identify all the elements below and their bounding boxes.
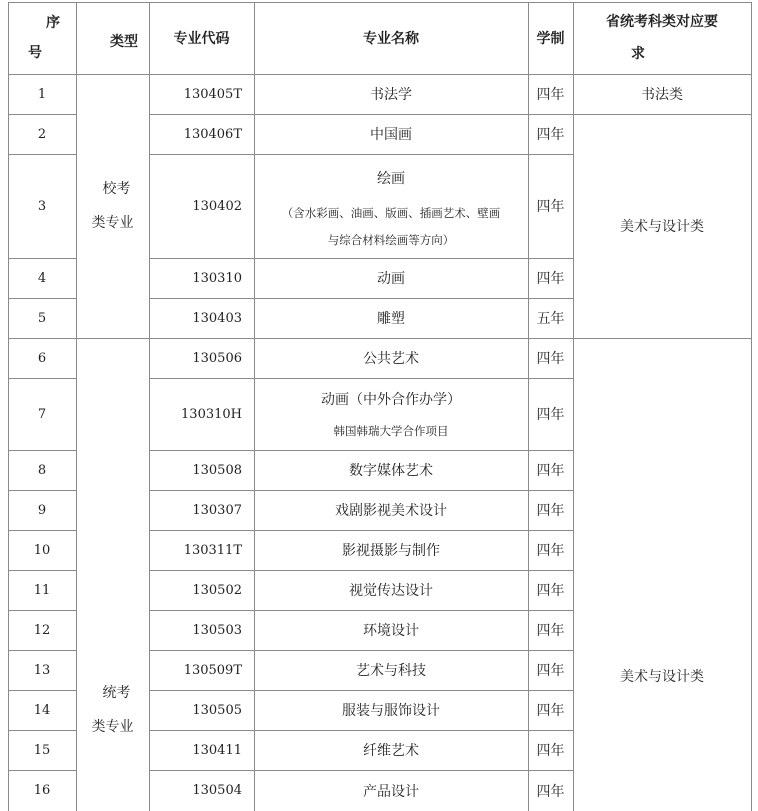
major-name-text: 纤维艺术 — [363, 743, 419, 759]
study-duration — [528, 338, 573, 378]
table-gridline — [528, 2, 529, 811]
table-gridline — [8, 2, 752, 3]
category-school-line1: 校考 — [102, 181, 131, 197]
row-number — [8, 490, 76, 530]
table-gridline — [8, 2, 9, 811]
study-duration — [528, 378, 573, 450]
row-number-text: 14 — [33, 702, 51, 718]
major-name-text: 中国画 — [370, 127, 412, 143]
header-code — [149, 2, 254, 74]
major-code-text: 130506 — [192, 350, 242, 366]
major-code — [149, 114, 254, 154]
requirement — [573, 338, 751, 811]
major-code-text: 130402 — [192, 198, 242, 214]
study-duration-text: 四年 — [536, 127, 565, 143]
major-name-text: 服装与服饰设计 — [342, 703, 440, 719]
row-number — [8, 298, 76, 338]
table-gridline — [573, 2, 574, 811]
row-number-text: 8 — [37, 462, 47, 478]
table-gridline — [8, 378, 77, 379]
study-duration-text: 四年 — [536, 463, 565, 479]
table-gridline — [8, 258, 77, 259]
row-number-text: 13 — [33, 662, 51, 678]
major-code-text: 130403 — [192, 310, 242, 326]
table-gridline — [8, 74, 752, 75]
study-duration — [528, 450, 573, 490]
header-duration — [528, 2, 573, 74]
row-number — [8, 770, 76, 811]
major-code-text: 130505 — [192, 702, 242, 718]
major-code — [149, 690, 254, 730]
major-name — [254, 650, 528, 690]
major-name — [254, 530, 528, 570]
study-duration — [528, 114, 573, 154]
header-type — [76, 2, 149, 74]
major-code — [149, 74, 254, 114]
row-number-text: 12 — [33, 622, 51, 638]
major-name-text: 影视摄影与制作 — [342, 543, 440, 559]
requirement-text: 书法类 — [641, 87, 683, 103]
requirement — [573, 114, 751, 338]
category-unified-line2: 类专业 — [91, 719, 134, 735]
row-number — [8, 154, 76, 258]
table-gridline — [149, 298, 574, 299]
table-gridline — [149, 530, 574, 531]
row-number-text: 2 — [37, 126, 47, 142]
table-gridline — [8, 770, 77, 771]
header-requirement-line1: 省统考科类对应要 — [606, 14, 718, 30]
major-code — [149, 650, 254, 690]
table-gridline — [8, 114, 77, 115]
major-name — [254, 258, 528, 298]
table-gridline — [8, 730, 77, 731]
major-name — [254, 730, 528, 770]
major-name — [254, 610, 528, 650]
major-name — [254, 378, 528, 450]
major-name-text: 书法学 — [370, 87, 412, 103]
row-number-text: 4 — [37, 270, 47, 286]
major-code — [149, 258, 254, 298]
major-code — [149, 490, 254, 530]
table-gridline — [8, 490, 77, 491]
major-name — [254, 490, 528, 530]
study-duration-text: 四年 — [536, 543, 565, 559]
major-name-text: 动画（中外合作办学） — [321, 392, 461, 408]
table-gridline — [149, 570, 574, 571]
major-name-text: 艺术与科技 — [356, 663, 426, 679]
major-code-text: 130504 — [192, 783, 242, 798]
table-gridline — [8, 298, 77, 299]
major-code-text: 130310H — [181, 406, 242, 422]
major-code — [149, 298, 254, 338]
major-code-text: 130307 — [192, 502, 242, 518]
row-number-text: 3 — [37, 198, 47, 214]
major-code-text: 130411 — [192, 742, 242, 758]
study-duration-text: 五年 — [536, 311, 565, 327]
major-code-text: 130508 — [192, 462, 242, 478]
row-number — [8, 258, 76, 298]
study-duration-text: 四年 — [536, 623, 565, 639]
table-gridline — [149, 378, 574, 379]
major-code — [149, 730, 254, 770]
major-name — [254, 570, 528, 610]
category-unified — [76, 338, 149, 811]
category-school — [76, 74, 149, 338]
row-number — [8, 730, 76, 770]
table-gridline — [149, 450, 574, 451]
study-duration-text: 四年 — [536, 703, 565, 719]
major-code — [149, 770, 254, 811]
row-number — [8, 690, 76, 730]
major-code — [149, 154, 254, 258]
major-code-text: 130502 — [192, 582, 242, 598]
study-duration-text: 四年 — [536, 199, 565, 215]
row-number — [8, 570, 76, 610]
major-name — [254, 338, 528, 378]
major-name — [254, 74, 528, 114]
header-index-line2: 号 — [28, 45, 42, 61]
row-number — [8, 378, 76, 450]
major-name — [254, 154, 528, 258]
major-name-text: 产品设计 — [363, 783, 419, 800]
table-gridline — [76, 2, 77, 811]
study-duration — [528, 570, 573, 610]
study-duration-text: 四年 — [536, 783, 565, 800]
study-duration — [528, 74, 573, 114]
requirement-text: 美术与设计类 — [620, 219, 704, 235]
major-name — [254, 298, 528, 338]
header-name-label: 专业名称 — [363, 31, 419, 47]
major-name-note: 与综合材料绘画等方向） — [327, 233, 455, 247]
major-code — [149, 338, 254, 378]
major-code — [149, 450, 254, 490]
table-gridline — [8, 450, 77, 451]
major-name-text: 绘画 — [377, 171, 405, 187]
table-gridline — [254, 2, 255, 811]
category-school-line2: 类专业 — [91, 215, 134, 231]
major-name — [254, 114, 528, 154]
major-name-text: 戏剧影视美术设计 — [335, 503, 447, 519]
table-gridline — [573, 114, 752, 115]
major-code-text: 130311T — [183, 542, 242, 558]
study-duration-text: 四年 — [536, 351, 565, 367]
major-name-text: 环境设计 — [363, 623, 419, 639]
header-index-line1: 序 — [46, 15, 60, 31]
table-gridline — [149, 258, 574, 259]
major-code-text: 130509T — [183, 662, 242, 678]
study-duration-text: 四年 — [536, 583, 565, 599]
row-number — [8, 610, 76, 650]
table-gridline — [149, 2, 150, 811]
major-code-text: 130405T — [183, 86, 242, 102]
study-duration — [528, 610, 573, 650]
major-code-text: 130310 — [192, 270, 242, 286]
header-name — [254, 2, 528, 74]
table-gridline — [149, 154, 574, 155]
category-unified-line1: 统考 — [102, 685, 131, 701]
study-duration — [528, 650, 573, 690]
requirement-text: 美术与设计类 — [620, 669, 704, 685]
study-duration-text: 四年 — [536, 87, 565, 103]
table-gridline — [8, 690, 77, 691]
table-gridline — [149, 114, 574, 115]
row-number — [8, 74, 76, 114]
study-duration-text: 四年 — [536, 743, 565, 759]
row-number-text: 1 — [37, 86, 47, 102]
major-code — [149, 378, 254, 450]
table-gridline — [149, 730, 574, 731]
table-gridline — [8, 650, 77, 651]
row-number-text: 7 — [37, 406, 47, 422]
row-number-text: 16 — [33, 783, 51, 798]
row-number-text: 6 — [37, 350, 47, 366]
study-duration-text: 四年 — [536, 503, 565, 519]
table-gridline — [149, 650, 574, 651]
major-name-note: （含水彩画、油画、版画、插画艺术、壁画 — [281, 206, 501, 220]
study-duration — [528, 730, 573, 770]
header-duration-label: 学制 — [536, 31, 565, 47]
row-number — [8, 338, 76, 378]
row-number-text: 9 — [37, 502, 47, 518]
study-duration — [528, 490, 573, 530]
row-number-text: 11 — [33, 582, 51, 598]
header-index — [8, 2, 76, 74]
row-number — [8, 450, 76, 490]
requirement — [573, 74, 751, 114]
header-requirement-line2: 求 — [631, 46, 645, 62]
major-name — [254, 770, 528, 811]
table-gridline — [8, 610, 77, 611]
study-duration-text: 四年 — [536, 271, 565, 287]
study-duration — [528, 690, 573, 730]
row-number-text: 15 — [33, 742, 51, 758]
row-number — [8, 650, 76, 690]
row-number-text: 10 — [33, 542, 51, 558]
header-code-label: 专业代码 — [173, 31, 230, 47]
study-duration-text: 四年 — [536, 407, 565, 423]
table-gridline — [149, 770, 574, 771]
major-name-text: 动画 — [377, 271, 405, 287]
study-duration — [528, 298, 573, 338]
major-code — [149, 530, 254, 570]
study-duration — [528, 770, 573, 811]
table-gridline — [751, 2, 752, 811]
table-gridline — [149, 490, 574, 491]
major-code — [149, 610, 254, 650]
row-number — [8, 530, 76, 570]
major-code — [149, 570, 254, 610]
major-name-text: 雕塑 — [377, 311, 405, 327]
study-duration — [528, 154, 573, 258]
major-name-note: 韩国韩瑞大学合作项目 — [333, 424, 449, 438]
major-name-text: 公共艺术 — [363, 351, 419, 367]
major-name — [254, 690, 528, 730]
study-duration — [528, 530, 573, 570]
row-number — [8, 114, 76, 154]
table-gridline — [149, 610, 574, 611]
table-gridline — [149, 690, 574, 691]
header-type-label: 类型 — [110, 34, 138, 50]
table-gridline — [8, 338, 752, 339]
study-duration — [528, 258, 573, 298]
major-code-text: 130503 — [192, 622, 242, 638]
table-gridline — [8, 570, 77, 571]
major-code-text: 130406T — [183, 126, 242, 142]
table-gridline — [8, 154, 77, 155]
major-name-text: 数字媒体艺术 — [349, 463, 433, 479]
row-number-text: 5 — [37, 310, 47, 326]
study-duration-text: 四年 — [536, 663, 565, 679]
header-requirement — [573, 2, 751, 74]
major-name-text: 视觉传达设计 — [349, 583, 433, 599]
major-name — [254, 450, 528, 490]
table-gridline — [8, 530, 77, 531]
